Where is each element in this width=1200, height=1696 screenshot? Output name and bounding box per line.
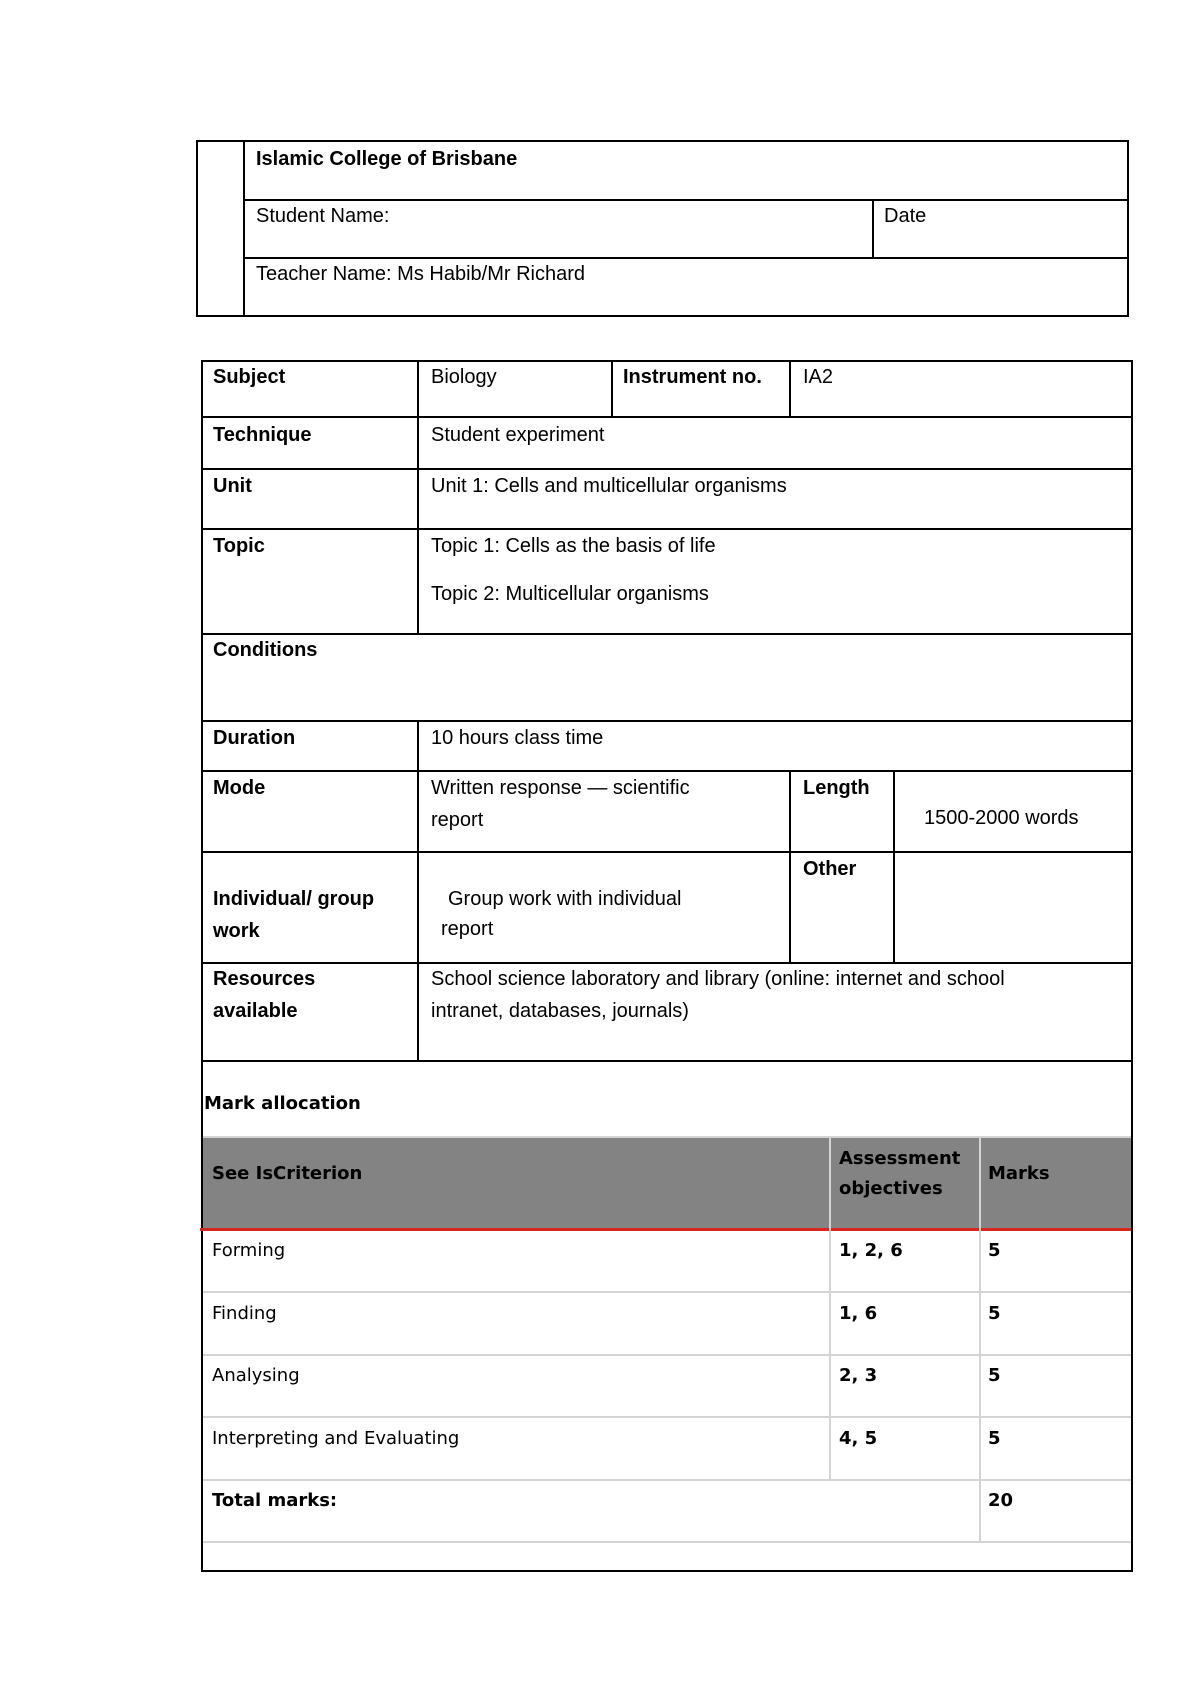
topic-label: Topic <box>213 535 265 557</box>
date-label: Date <box>884 205 927 227</box>
conditions-label: Conditions <box>213 639 318 661</box>
mode-value-line-1: Written response — scientific <box>431 777 690 799</box>
row-1-marks: 5 <box>988 1240 1001 1261</box>
duration-value: 10 hours class time <box>431 727 604 749</box>
resources-label-line-1: Resources <box>213 968 316 990</box>
total-marks-value: 20 <box>988 1490 1014 1511</box>
instrument-label: Instrument no. <box>623 366 762 388</box>
unit-label: Unit <box>213 475 252 497</box>
row-3-marks: 5 <box>988 1365 1001 1386</box>
technique-value: Student experiment <box>431 424 605 446</box>
criterion-header: See IsCriterion <box>212 1163 363 1184</box>
topic-2-value: Topic 2: Multicellular organisms <box>431 583 709 605</box>
length-value: 1500-2000 words <box>924 807 1079 829</box>
row-4-marks: 5 <box>988 1428 1001 1449</box>
group-value-line-2: report <box>441 918 494 940</box>
other-label: Other <box>803 858 857 880</box>
row-2-criterion: Finding <box>212 1303 277 1324</box>
technique-label: Technique <box>213 424 312 446</box>
mode-value-line-2: report <box>431 809 484 831</box>
row-2-marks: 5 <box>988 1303 1001 1324</box>
marks-header-rule <box>200 1228 1131 1231</box>
subject-value: Biology <box>431 366 497 388</box>
school-name: Islamic College of Brisbane <box>256 148 518 170</box>
mode-label: Mode <box>213 777 266 799</box>
topic-1-value: Topic 1: Cells as the basis of life <box>431 535 716 557</box>
resources-label-line-2: available <box>213 1000 298 1022</box>
group-label-line-2: work <box>213 920 260 942</box>
resources-value-line-2: intranet, databases, journals) <box>431 1000 689 1022</box>
duration-label: Duration <box>213 727 296 749</box>
resources-value-line-1: School science laboratory and library (online: internet and school <box>431 968 1005 990</box>
teacher-name-label: Teacher Name: Ms Habib/Mr Richard <box>256 263 585 285</box>
length-label: Length <box>803 777 870 799</box>
row-2-objectives: 1, 6 <box>839 1303 878 1324</box>
unit-value: Unit 1: Cells and multicellular organisms <box>431 475 787 497</box>
total-marks-label: Total marks: <box>212 1490 338 1511</box>
objectives-header-line-2: objectives <box>839 1178 943 1199</box>
row-1-objectives: 1, 2, 6 <box>839 1240 903 1261</box>
objectives-header-line-1: Assessment <box>839 1148 961 1169</box>
subject-label: Subject <box>213 366 286 388</box>
mark-allocation-title: Mark allocation <box>204 1093 361 1114</box>
group-label-line-1: Individual/ group <box>213 888 375 910</box>
row-3-criterion: Analysing <box>212 1365 300 1386</box>
row-1-criterion: Forming <box>212 1240 286 1261</box>
marks-header: Marks <box>988 1163 1050 1184</box>
student-name-label: Student Name: <box>256 205 390 227</box>
group-value-line-1: Group work with individual <box>448 888 682 910</box>
row-4-criterion: Interpreting and Evaluating <box>212 1428 460 1449</box>
instrument-value: IA2 <box>803 366 834 388</box>
row-4-objectives: 4, 5 <box>839 1428 878 1449</box>
row-3-objectives: 2, 3 <box>839 1365 878 1386</box>
